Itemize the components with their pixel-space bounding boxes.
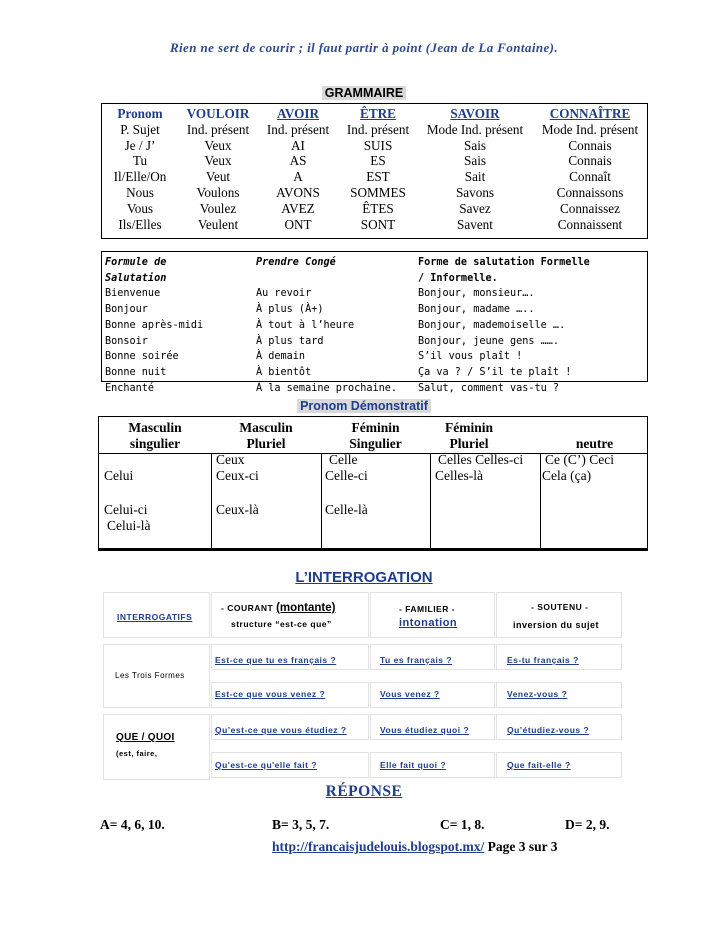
cell: Celle-là [325,502,368,517]
cell: Connaissent [557,216,623,232]
example-courant-3: Qu’est-ce que vous étudiez ? [215,725,347,735]
divider [321,453,322,548]
demonstratif-table [98,416,648,551]
cell: À bientôt [256,366,312,378]
cell: Bonjour, monsieur…. [418,288,535,300]
example-familier-4: Elle fait quoi ? [380,760,447,770]
cell: À demain [256,351,306,363]
cell: Bienvenue [105,288,161,300]
cell: Au revoir [256,288,312,300]
answer-d: D= 2, 9. [565,817,610,832]
cell: Tu [132,153,148,169]
cell: Voulons [196,184,240,200]
cell: SONT [360,216,396,232]
page-number: Page 3 sur 3 [487,839,558,854]
head-courant-box [211,592,369,638]
interrogation-table [103,592,622,780]
head-courant-structure: structure “est-ce que” [231,619,332,629]
cell: ÊTES [362,200,394,216]
demonstratif-title: Pronom Démonstratif [0,399,728,413]
example-soutenu-1: Es-tu français ? [507,655,579,665]
grammaire-col-avoir [258,106,338,232]
cell: Celle [329,452,358,467]
example-courant-1: Est-ce que tu es français ? [215,655,337,665]
cell: Nous [126,184,154,200]
cell: Ceux-ci [216,468,259,483]
cell: Je / J’ [124,137,156,153]
cell: AI [291,137,305,153]
head-soutenu-inversion: inversion du sujet [513,620,600,630]
cell: Celui-ci [104,502,148,517]
cell: Connaissons [556,184,624,200]
cell: Bonsoir [105,335,148,347]
grammaire-col-pronom [105,106,175,232]
cell: Ce (C’) Ceci [545,452,614,467]
cell: À la semaine prochaine. [256,382,398,394]
header-neutre: neutre [575,436,614,451]
cell: À tout à l’heure [256,319,355,331]
grammaire-title: GRAMMAIRE [0,86,728,100]
cell: Ind. présent [186,121,250,137]
cell: Voulez [199,200,237,216]
example-soutenu-3: Qu’étudiez-vous ? [507,725,590,735]
header-avoir: AVOIR [277,106,319,121]
cell: Sais [464,137,486,153]
cell: Bonne nuit [105,366,167,378]
head-interrogatifs: INTERROGATIFS [117,612,193,622]
cell: Ind. présent [346,121,410,137]
cell: Savent [457,216,493,232]
cell: Savez [459,200,491,216]
cell: À plus (À+) [256,304,324,316]
cell: Mode Ind. présent [541,121,639,137]
cell: Connaissez [559,200,621,216]
answer-b: B= 3, 5, 7. [272,817,330,832]
example-courant-2: Est-ce que vous venez ? [215,689,326,699]
head-familier: - FAMILIER - [399,604,456,614]
cell: Connaît [569,169,611,185]
cell: Mode Ind. présent [426,121,524,137]
example-courant-4: Qu'est-ce qu'elle fait ? [215,760,318,770]
cell: Bonne soirée [105,351,179,363]
cell: Il/Elle/On [113,169,167,185]
cell: EST [366,169,390,185]
interrogation-title: L’INTERROGATION [295,569,433,586]
header-conge: Prendre Congé [256,257,336,268]
cell: Connais [568,137,612,153]
header-forme: Forme de salutation Formelle [418,257,590,268]
cell: Celles-là [435,468,483,483]
example-soutenu-4: Que fait-elle ? [507,760,571,770]
example-soutenu-2: Venez-vous ? [507,689,568,699]
spacer [256,271,397,287]
cell: SOMMES [350,184,406,200]
cell: Salut, comment vas-tu ? [418,382,560,394]
example-familier-2: Vous venez ? [380,689,440,699]
cell: Bonjour, jeune gens ……. [418,335,560,347]
blog-link[interactable]: http://francaisjudelouis.blogspot.mx/ [272,839,485,854]
cell: Ils/Elles [118,216,162,232]
header-savoir: SAVOIR [450,106,500,121]
cell: Celles Celles-ci [438,452,524,467]
answer-a: A= 4, 6, 10. [100,817,165,832]
cell: Enchanté [105,382,155,394]
header-etre: ÊTRE [360,106,396,121]
head-courant: - COURANT (montante) [221,602,336,614]
header-informelle: / Informelle. [418,272,498,284]
que-quoi-sub: (est, faire, [116,749,158,758]
cell: Veux [204,153,232,169]
cell: Bonjour [105,304,148,316]
header-masculin-singulier: Masculin singulier [128,420,182,451]
cell: Ça va ? / S’il te plaît ! [418,366,572,378]
answer-c: C= 1, 8. [440,817,485,832]
head-soutenu-box [496,592,622,638]
cell: P. Sujet [120,121,160,137]
divider [540,453,541,548]
grammaire-col-connaitre [534,106,646,232]
header-pronom: Pronom [117,106,163,121]
cell: Veut [205,169,231,185]
cell: À plus tard [256,335,324,347]
head-familier-box [370,592,495,638]
cell: SUIS [363,137,393,153]
cell: Cela (ça) [542,468,592,483]
head-soutenu: - SOUTENU - [531,602,589,612]
que-quoi-label: QUE / QUOI [116,732,175,743]
cell: Celui-là [107,518,151,533]
header-masculin-pluriel: Masculin Pluriel [239,420,293,451]
cell: Bonjour, madame ….. [418,304,535,316]
footer [272,839,558,855]
cell: Ceux-là [216,502,259,517]
cell: AVONS [276,184,320,200]
grammaire-table [101,103,648,239]
header-feminin-singulier: Féminin Singulier [349,420,402,451]
cell: Bonne après-midi [105,319,204,331]
reponse-title: RÉPONSE [325,783,403,800]
grammaire-col-savoir [418,106,532,232]
cell: Celui [104,468,134,483]
cell: Sait [464,169,486,185]
header-salutation: Salutation [105,272,167,284]
cell: Vous [126,200,154,216]
cell: AVEZ [281,200,315,216]
que-quoi-box [103,714,210,780]
header-vouloir: VOULOIR [186,106,250,121]
example-familier-1: Tu es français ? [380,655,453,665]
cell: AS [289,153,307,169]
cell: Veux [204,137,232,153]
salutation-col-conge [256,255,397,396]
salutation-col-forme [418,255,590,396]
cell: S’il vous plaît ! [418,351,523,363]
cell: Veulent [197,216,239,232]
cell: ES [370,153,386,169]
cell: Connais [568,153,612,169]
grammaire-col-etre [338,106,418,232]
head-familier-intonation: intonation [399,617,458,629]
cell: Ind. présent [266,121,330,137]
cell: ONT [284,216,312,232]
divider [430,453,431,548]
salutation-col-formule [105,255,203,396]
header-feminin-pluriel: Féminin Pluriel [444,420,493,451]
grammaire-col-vouloir [178,106,258,232]
cell: Ceux [216,452,245,467]
quote: Rien ne sert de courir ; il faut partir à point (Jean de La Fontaine). [169,40,559,55]
cell: Celle-ci [325,468,368,483]
header-formule: Formule de [105,257,167,268]
divider [211,453,212,548]
cell: A [293,169,303,185]
header-connaitre: CONNAÎTRE [549,106,631,121]
trois-formes-label: Les Trois Formes [115,671,185,680]
cell: Savons [455,184,495,200]
cell: Bonjour, mademoiselle …. [418,319,566,331]
cell: Sais [464,153,486,169]
example-familier-3: Vous étudiez quoi ? [380,725,470,735]
salutation-table [101,251,648,394]
